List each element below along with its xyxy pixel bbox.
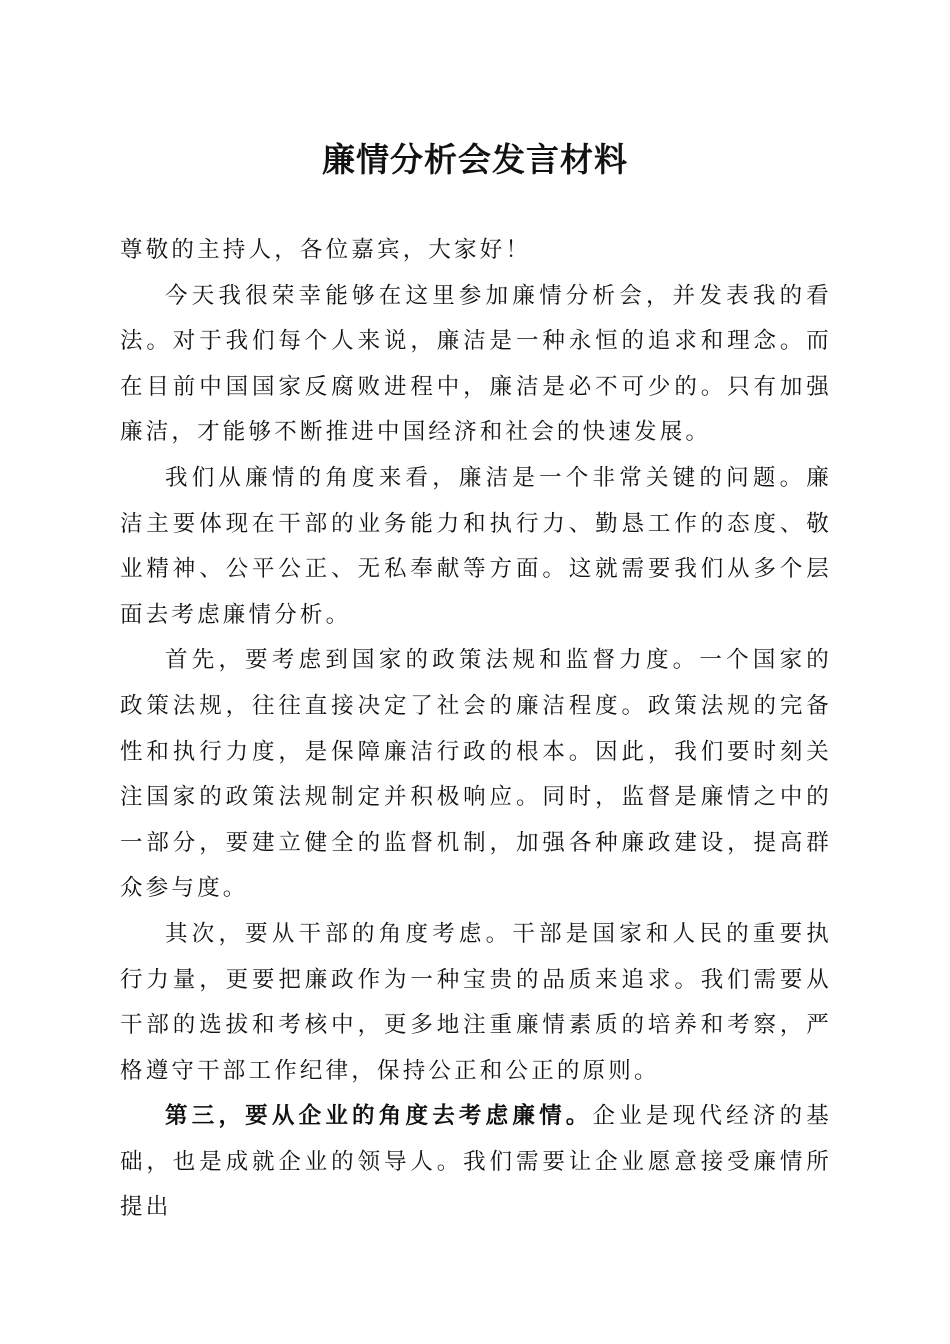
document-body — [120, 228, 832, 1231]
greeting-paragraph: 尊敬的主持人，各位嘉宾，大家好！ — [120, 237, 532, 263]
paragraph-1: 今天我很荣幸能够在这里参加廉情分析会，并发表我的看法。对于我们每个人来说，廉洁是一种永恒的追求和理念。而在目前中国国家反腐败进程中，廉洁是必不可少的。只有加强廉洁，才能够不断推进中国经济和社会的快速发展。 — [120, 282, 832, 446]
paragraph-5-rest: 企业是现代经济的基础，也是成就企业的领导人。我们需要让企业愿意接受廉情所提出 — [120, 1103, 832, 1221]
paragraph-5-lead: 第三，要从企业的角度去考虑廉情。 — [165, 1103, 593, 1130]
document-title: 廉情分析会发言材料 — [322, 140, 628, 179]
paragraph-2: 我们从廉情的角度来看，廉洁是一个非常关键的问题。廉洁主要体现在干部的业务能力和执行力、勤恳工作的态度、敬业精神、公平公正、无私奉献等方面。这就需要我们从多个层面去考虑廉情分析。 — [120, 464, 832, 628]
paragraph-3: 首先，要考虑到国家的政策法规和监督力度。一个国家的政策法规，往往直接决定了社会的廉洁程度。政策法规的完备性和执行力度，是保障廉洁行政的根本。因此，我们要时刻关注国家的政策法规制定并积极响应。同时，监督是廉情之中的一部分，要建立健全的监督机制，加强各种廉政建设，提高群众参与度。 — [120, 647, 832, 902]
paragraph-5 — [120, 1094, 832, 1231]
paragraph-4: 其次，要从干部的角度考虑。干部是国家和人民的重要执行力量，更要把廉政作为一种宝贵的品质来追求。我们需要从干部的选拔和考核中，更多地注重廉情素质的培养和考察，严格遵守干部工作纪律，保持公正和公正的原则。 — [120, 920, 832, 1084]
